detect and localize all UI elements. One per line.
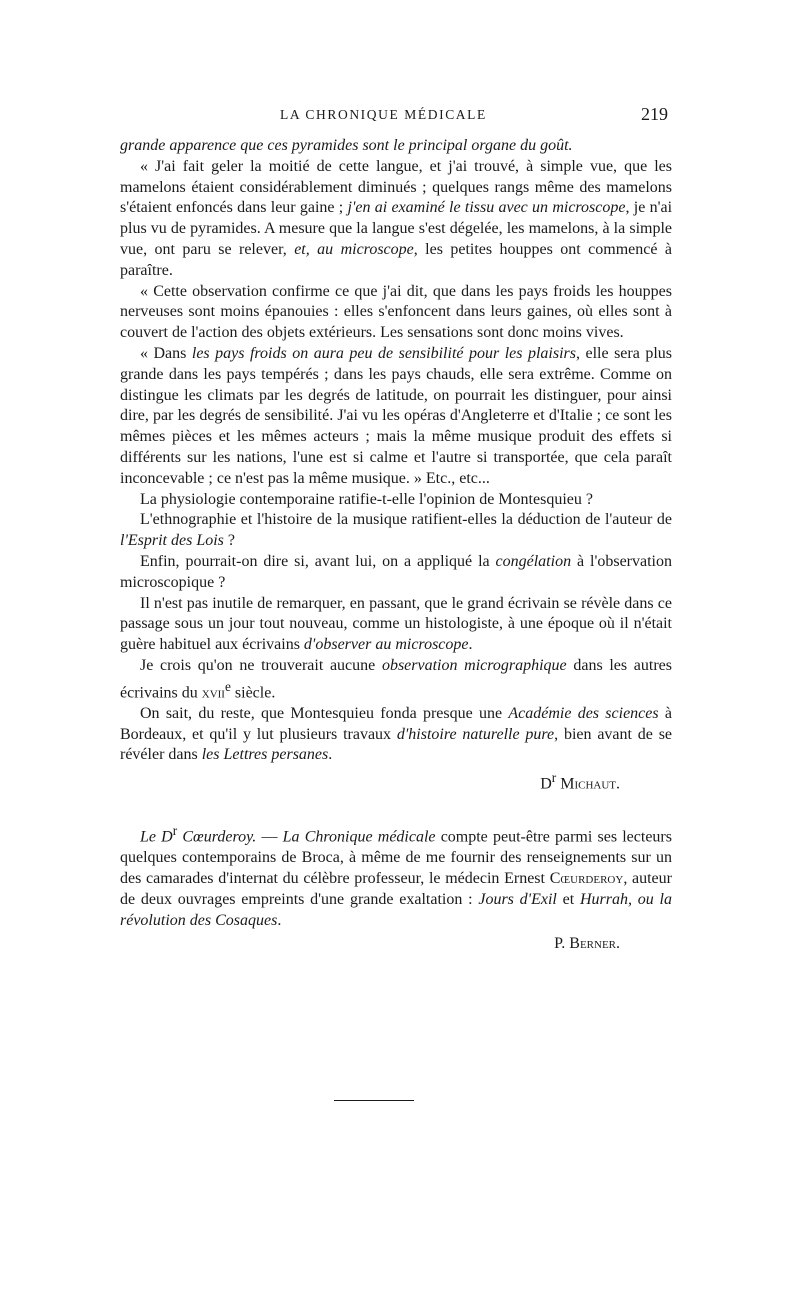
- italic-text: d'observer au microscope: [303, 636, 469, 654]
- paragraph-academie: [120, 704, 672, 766]
- paragraph-congelation: [120, 552, 672, 594]
- italic-text: La Chronique médicale: [282, 828, 436, 846]
- italic-text: observation micrographique: [381, 656, 567, 674]
- superscript: r: [172, 823, 178, 839]
- text-run: Enfin, pourrait-on dire si, avant lui, on a appliqué la: [140, 552, 496, 570]
- text-run: La physiologie contemporaine ratifie-t-elle l'opinion de Montesquieu ?: [140, 490, 593, 508]
- italic-text: Jours d'Exil: [478, 891, 557, 909]
- article-body: [120, 136, 672, 954]
- italic-text: Cœurderoy.: [177, 828, 257, 846]
- text-run: dans les autres écrivains du: [120, 656, 672, 702]
- superscript: r: [551, 770, 557, 786]
- text-run: et: [556, 891, 580, 909]
- text-run: .: [277, 911, 282, 929]
- running-header: [120, 104, 668, 126]
- text-run: L'ethnographie et l'histoire de la musique ratifient-elles la déduction de l'auteur de: [140, 511, 672, 529]
- section-gap: [120, 795, 672, 821]
- page-number: 219: [641, 104, 668, 124]
- small-caps-text: xvii: [201, 684, 225, 702]
- text-run: à l'observation microscopique ?: [120, 552, 672, 591]
- text-run: , les petites houppes ont commencé à paraître.: [120, 240, 672, 279]
- italic-text: Académie des sciences: [508, 704, 659, 722]
- paragraph-note-coeurderoy: [120, 821, 672, 931]
- signature-name: Berner.: [569, 934, 620, 952]
- italic-text: les pays froids on aura peu de sensibilité pour les plaisirs: [191, 344, 576, 362]
- text-run: , je n'ai plus vu de pyramides. A mesure que la langue s'est dégelée, les mamelons, à la simple vue, ont paru se relever,: [120, 199, 673, 258]
- superscript: e: [224, 678, 231, 694]
- text-run: « Dans: [140, 344, 192, 362]
- closing-rule: [334, 1100, 414, 1101]
- italic-text: Le D: [140, 828, 173, 846]
- text-run: à Bordeaux, et qu'il y lut plusieurs travaux: [120, 704, 672, 743]
- italic-text: j'en ai examiné le tissu avec un microscope: [347, 199, 626, 217]
- italic-text: d'histoire naturelle pure: [396, 725, 555, 743]
- paragraph-continuation: [120, 136, 672, 157]
- signature-prefix: D: [540, 775, 552, 793]
- article-signature: [120, 768, 672, 795]
- paragraph-micrographique: [120, 656, 672, 704]
- text-run: compte peut-être parmi ses lecteurs quelques contemporains de Broca, à même de me fournir des renseignements sur un des camarades d'internat du célèbre professeur, le médecin Ernest: [120, 828, 672, 888]
- paragraph-quote-2: [120, 282, 672, 344]
- text-run: Il n'est pas inutile de remarquer, en passant, que le grand écrivain se révèle dans ce passage sous un jour tout nouveau, comme un histologiste, à une époque où il n'était guère habituel aux écrivains: [120, 594, 672, 654]
- text-run: siècle.: [230, 684, 276, 702]
- italic-text: l'Esprit des Lois: [120, 532, 224, 550]
- text-run: , auteur de deux ouvrages empreints d'une grande exaltation :: [120, 870, 672, 909]
- text-run: On sait, du reste, que Montesquieu fonda presque une: [140, 704, 509, 722]
- italic-text: et, au microscope: [294, 240, 414, 258]
- paragraph-quote-3: [120, 344, 672, 490]
- signature-initial: P.: [554, 934, 570, 952]
- text-run: « J'ai fait geler la moitié de cette langue, et j'ai trouvé, à simple vue, que les mamelons étaient considérablement diminués ; quelques rangs même des mamelons s'étaient enfoncés dans leur gaine ;: [120, 157, 672, 217]
- italic-text: congélation: [495, 552, 572, 570]
- text-run: Je crois qu'on ne trouverait aucune: [140, 656, 382, 674]
- text-run: , elle sera plus grande dans les pays tempérés ; dans les pays chauds, elle sera extrême. Comme on distingue les climats par les degrés de latitude, on pourrait les distinguer, pour ainsi dire, par les degrés de sensibilité. J'ai vu les opéras d'Angleterre et d'Italie ; ce sont les mêmes pièces et les mêmes acteurs ; mais la même musique produit des effets si différents sur les nations, l'une est si calme et l'autre si transportée, que cela paraît inconcevable ; ce n'est pas la même musique. » Etc., etc...: [120, 344, 672, 487]
- italic-text: grande apparence que ces pyramides sont le principal organe du goût.: [120, 137, 573, 154]
- text-run: , bien avant de se révéler dans: [120, 725, 673, 764]
- paragraph-quote-1: [120, 157, 672, 282]
- paragraph-physiologie: [120, 490, 672, 511]
- text-run: « Cette observation confirme ce que j'ai dit, que dans les pays froids les houppes nerveuses sont moins épanouies : elles s'enfoncent dans leurs gaines, où elles sont à couvert de l'action des objets extérieurs. Les sensations sont donc moins vives.: [120, 282, 672, 342]
- paragraph-histologiste: [120, 594, 672, 656]
- running-title: LA CHRONIQUE MÉDICALE: [280, 107, 487, 122]
- small-caps-text: Cœurderoy: [549, 870, 624, 888]
- text-run: ?: [223, 532, 235, 550]
- text-run: .: [328, 746, 333, 764]
- italic-text: Hurrah, ou la révolution des Cosaques: [120, 891, 672, 929]
- signature-name: Michaut.: [560, 775, 620, 793]
- text-run: .: [468, 636, 473, 654]
- text-run: —: [256, 828, 283, 846]
- italic-text: les Lettres persanes: [201, 746, 329, 764]
- paragraph-ethnographie: [120, 510, 672, 552]
- note-signature: [120, 934, 672, 955]
